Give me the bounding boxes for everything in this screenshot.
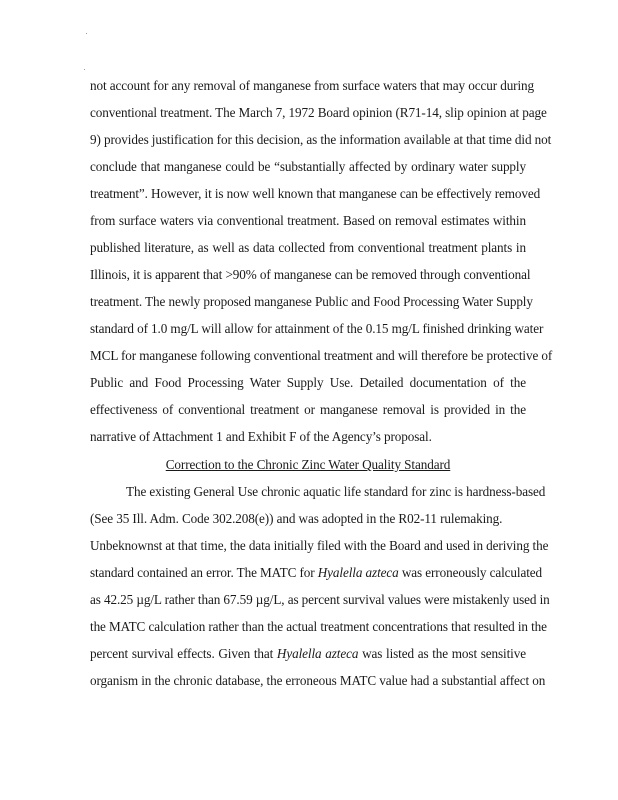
paragraph-1-line: from surface waters via conventional treatment. Based on removal estimates within [90, 213, 526, 228]
paragraph-1-line: effectiveness of conventional treatment or manganese removal is provided in the [90, 402, 526, 417]
scan-speck [84, 69, 85, 70]
paragraph-1-line: standard of 1.0 mg/L will allow for attainment of the 0.15 mg/L finished drinking water [90, 321, 544, 336]
line-text: percent survival effects. Given that [90, 646, 277, 661]
paragraph-2-line: the MATC calculation rather than the actual treatment concentrations that resulted in the [90, 619, 547, 634]
species-name: Hyalella azteca [317, 565, 399, 580]
paragraph-1-line: treatment”. However, it is now well known that manganese can be effectively removed [90, 186, 541, 201]
paragraph-2-line [90, 565, 543, 581]
paragraph-2-line: (See 35 Ill. Adm. Code 302.208(e)) and was adopted in the R02-11 rulemaking. [90, 511, 503, 526]
paragraph-1-line: MCL for manganese following conventional treatment and will therefore be protective of [90, 348, 553, 363]
paragraph-1-line: conventional treatment. The March 7, 1972 Board opinion (R71-14, slip opinion at page [90, 105, 547, 120]
paragraph-1-line: Public and Food Processing Water Supply Use. Detailed documentation of the [90, 375, 526, 390]
paragraph-2-line: as 42.25 µg/L rather than 67.59 µg/L, as percent survival values were mistakenly used in [90, 592, 550, 607]
section-heading: Correction to the Chronic Zinc Water Quality Standard [165, 457, 451, 472]
paragraph-1-line: narrative of Attachment 1 and Exhibit F of the Agency’s proposal. [90, 429, 432, 444]
paragraph-1-line: 9) provides justification for this decision, as the information available at that time did not [90, 132, 552, 147]
line-text: was erroneously calculated [398, 565, 543, 580]
paragraph-1-line: published literature, as well as data collected from conventional treatment plants in [90, 240, 526, 255]
species-name: Hyalella azteca [276, 646, 359, 661]
paragraph-1-line: treatment. The newly proposed manganese Public and Food Processing Water Supply [90, 294, 533, 309]
paragraph-2-line: The existing General Use chronic aquatic life standard for zinc is hardness-based [126, 484, 546, 499]
paragraph-2-line: Unbeknownst at that time, the data initially filed with the Board and used in deriving the [90, 538, 549, 553]
paragraph-1-line: Illinois, it is apparent that >90% of manganese can be removed through conventional [90, 267, 531, 282]
line-text: standard contained an error. The MATC for [90, 565, 318, 580]
paragraph-2-line [90, 646, 526, 662]
scan-speck [86, 33, 87, 34]
paragraph-2-line: organism in the chronic database, the erroneous MATC value had a substantial affect on [90, 673, 546, 688]
paragraph-1-line: not account for any removal of manganese from surface waters that may occur during [90, 78, 535, 93]
paragraph-1-line: conclude that manganese could be “substantially affected by ordinary water supply [90, 159, 526, 174]
line-text: was listed as the most sensitive [358, 646, 526, 661]
